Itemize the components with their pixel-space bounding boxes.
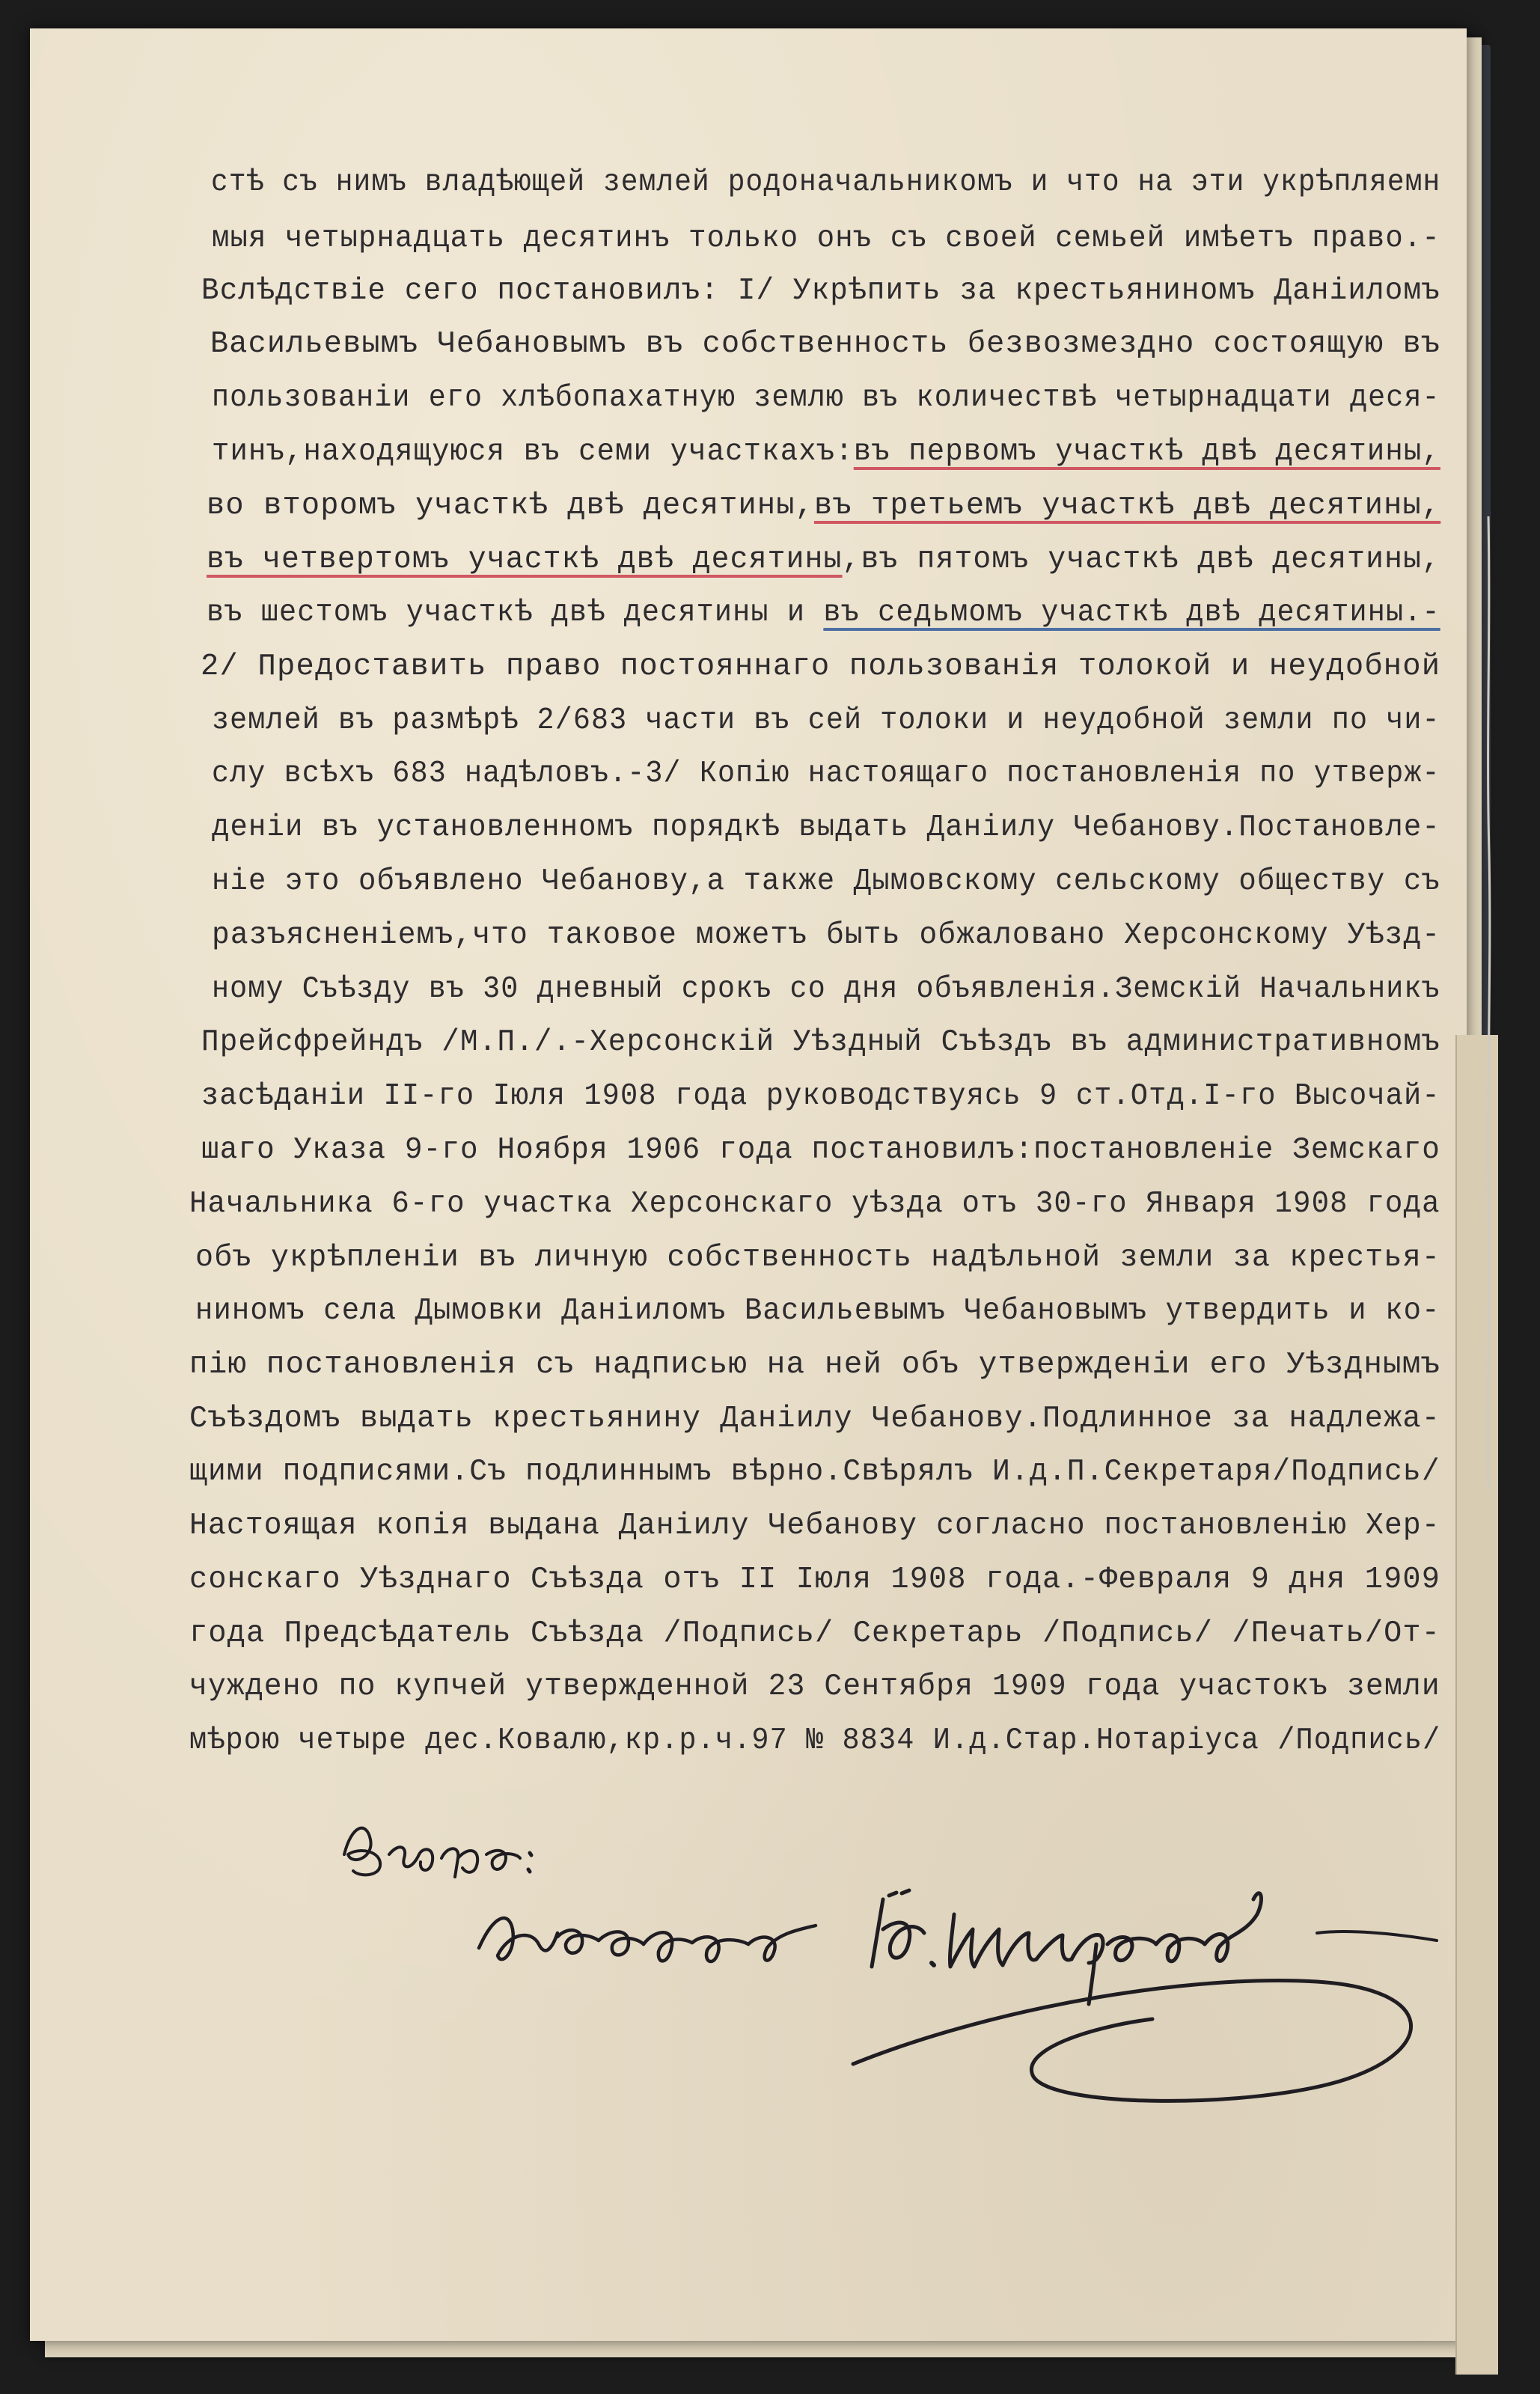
document-page (30, 28, 1467, 2341)
text-line-24: Съѣздомъ выдать крестьянину Даніилу Чебанову.Подлинное за надлежа- (189, 1402, 1441, 1436)
text-line-13: деніи въ установленномъ порядкѣ выдать Даніилу Чебанову.Постановле- (212, 810, 1440, 845)
text-line-1: стѣ съ нимъ владѣющей землей родоначальникомъ и что на эти укрѣпляемн (211, 165, 1441, 200)
text-line-11: землей въ размѣрѣ 2/683 части въ сей толоки и неудобной земли по чи- (212, 703, 1440, 738)
underlined-parcel-3: въ третьемъ участкѣ двѣ десятины, (813, 489, 1441, 523)
text-line-10: 2/ Предоставить право постояннаго пользованія толокой и неудобной (201, 650, 1441, 684)
text-line-30: мѣрою четыре дес.Ковалю,кр.р.ч.97 № 8834 И.д.Стар.Нотаріуса /Подпись/ (189, 1723, 1441, 1758)
text-line-14: ніе это объявлено Чебанову,а также Дымовскому сельскому обществу съ (212, 864, 1440, 899)
binding-thread (1485, 516, 1491, 1489)
underlined-parcel-4: въ четвертомъ участкѣ двѣ десятины (207, 543, 843, 577)
text-line-3: Вслѣдствіе сего постановилъ: I/ Укрѣпить за крестьяниномъ Даніиломъ (201, 274, 1440, 308)
text-line-20: Начальника 6-го участка Херсонскаго уѣзда отъ 30-го Января 1908 года (189, 1187, 1440, 1221)
text-line-29: чуждено по купчей утвержденной 23 Сентября 1909 года участокъ земли (189, 1670, 1440, 1704)
text-line-27: сонскаго Уѣзднаго Съѣзда отъ II Іюля 1908 года.-Февраля 9 дня 1909 (189, 1563, 1441, 1597)
text-line-19: шаго Указа 9-го Ноября 1906 года постановилъ:постановленіе Земскаго (201, 1133, 1440, 1167)
text-line-21: объ укрѣпленіи въ личную собственность надѣльной земли за крестья- (195, 1241, 1441, 1275)
text-line-5: пользованіи его хлѣбопахатную землю въ количествѣ четырнадцати деся- (212, 381, 1440, 415)
text-fragment: тинъ,находящуюся въ семи участкахъ: (212, 435, 854, 469)
text-line-28: года Предсѣдатель Съѣзда /Подпись/ Секретарь /Подпись/ /Печать/От- (189, 1616, 1441, 1651)
text-line-23: пію постановленія съ надписью на ней объ утвержденіи его Уѣзднымъ (189, 1348, 1441, 1382)
text-line-25: щими подписями.Съ подлиннымъ вѣрно.Свѣрялъ И.д.П.Секретаря/Подпись/ (189, 1455, 1440, 1489)
underlined-parcel-7: въ седьмомъ участкѣ двѣ десятины.- (823, 596, 1440, 630)
underlined-parcel-1: въ первомъ участкѣ двѣ десятины, (853, 435, 1440, 469)
text-line-15: разъясненіемъ,что таковое можетъ быть обжаловано Херсонскому Уѣзд- (212, 918, 1441, 953)
text-line-17: Прейсфрейндъ /М.П./.-Херсонскій Уѣздный Съѣздъ въ административномъ (201, 1025, 1440, 1060)
text-fragment: во второмъ участкѣ двѣ десятины, (207, 489, 814, 523)
text-line-12: слу всѣхъ 683 надѣловъ.-3/ Копію настоящаго постановленія по утверж- (212, 757, 1440, 791)
handwritten-signature (30, 28, 1467, 2341)
text-line-18: засѣданіи II-го Іюля 1908 года руководствуясь 9 ст.Отд.I-го Высочай- (201, 1079, 1440, 1114)
text-line-22: ниномъ села Дымовки Даніиломъ Васильевымъ Чебановымъ утвердить и ко- (195, 1294, 1440, 1328)
text-line-4: Васильевымъ Чебановымъ въ собственность безвозмездно состоящую въ (210, 327, 1441, 361)
text-fragment: въ шестомъ участкѣ двѣ десятины и (207, 596, 824, 630)
text-line-16: ному Съѣзду въ 30 дневный срокъ со дня объявленія.Земскій Начальникъ (212, 972, 1440, 1007)
text-fragment: ,въ пятомъ участкѣ двѣ десятины, (842, 543, 1441, 577)
text-line-2: мыя четырнадцать десятинъ только онъ съ своей семьей имѣетъ право.- (212, 222, 1440, 256)
text-line-26: Настоящая копія выдана Даніилу Чебанову согласно постановленію Хер- (189, 1509, 1440, 1543)
